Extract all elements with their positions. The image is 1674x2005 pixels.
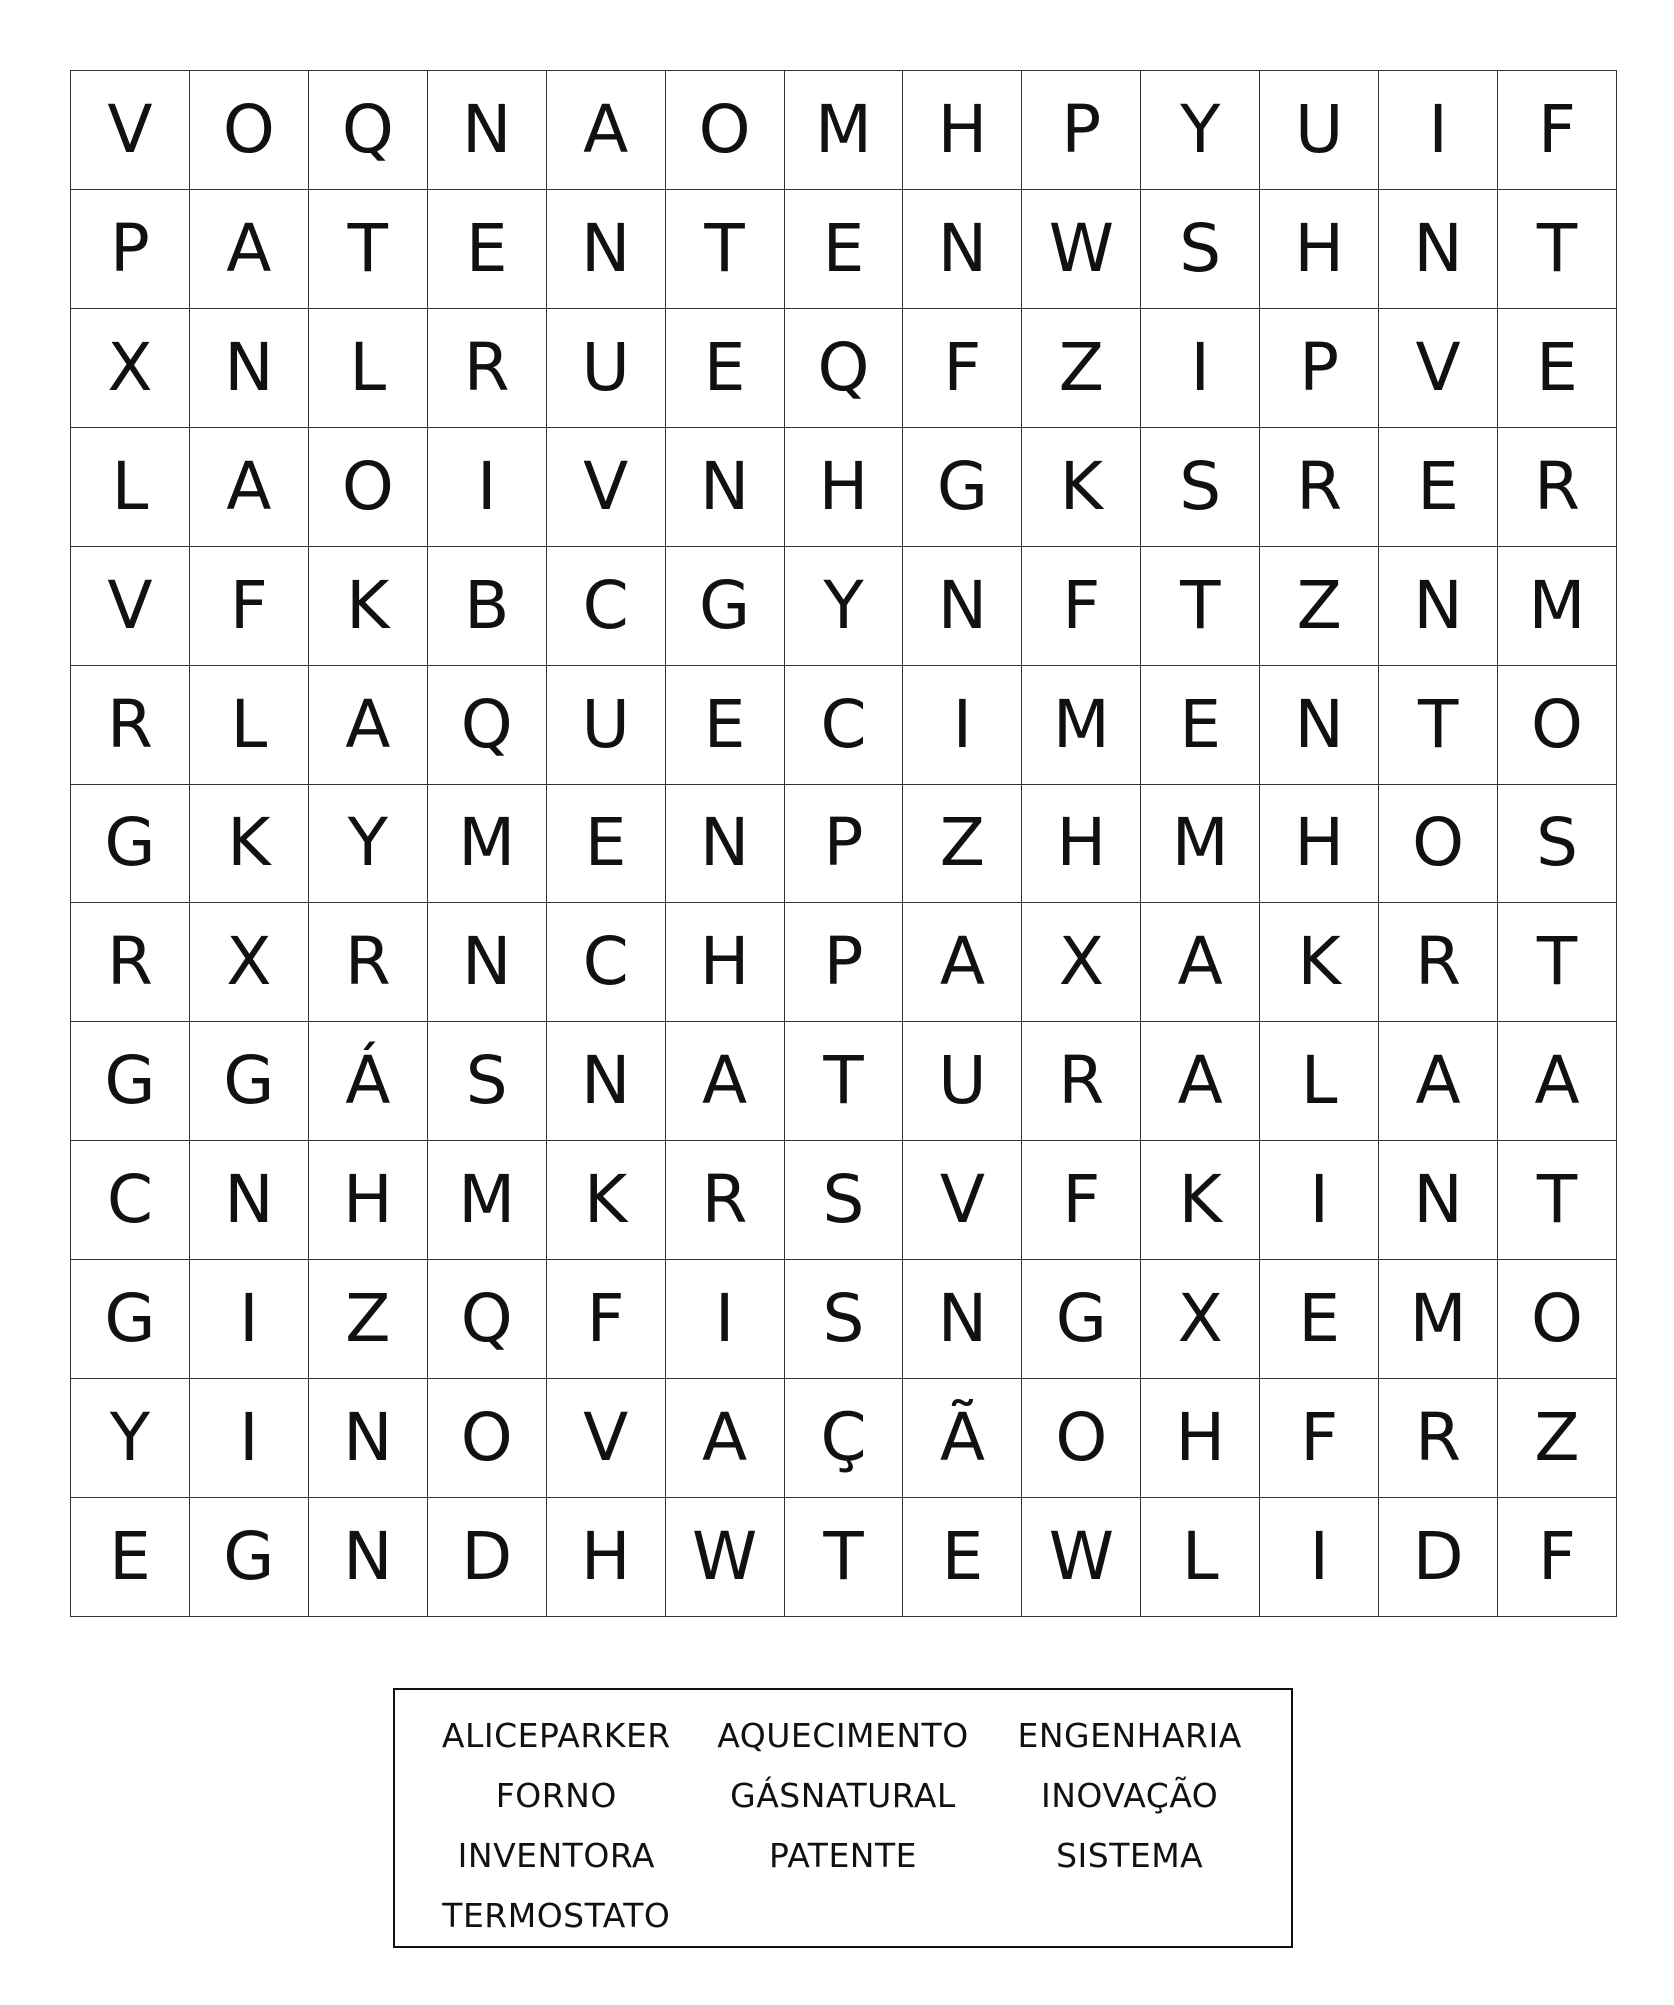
- word-bank-item: INVENTORA: [457, 1836, 655, 1875]
- grid-cell[interactable]: O: [666, 71, 785, 190]
- grid-cell[interactable]: I: [190, 1379, 309, 1498]
- grid-cell[interactable]: A: [666, 1379, 785, 1498]
- grid-cell[interactable]: H: [666, 903, 785, 1022]
- grid-cell[interactable]: A: [1498, 1022, 1617, 1141]
- word-bank: [393, 1688, 1293, 1948]
- grid-cell[interactable]: T: [1141, 547, 1260, 666]
- grid-cell[interactable]: N: [428, 903, 547, 1022]
- grid-cell[interactable]: S: [785, 1141, 904, 1260]
- grid-cell[interactable]: F: [1498, 71, 1617, 190]
- grid-cell[interactable]: L: [71, 428, 190, 547]
- grid-cell[interactable]: K: [547, 1141, 666, 1260]
- grid-cell[interactable]: S: [428, 1022, 547, 1141]
- grid-cell[interactable]: M: [1022, 666, 1141, 785]
- grid-cell[interactable]: E: [428, 190, 547, 309]
- grid-cell[interactable]: E: [1498, 309, 1617, 428]
- grid-cell[interactable]: U: [1260, 71, 1379, 190]
- grid-cell[interactable]: L: [190, 666, 309, 785]
- grid-cell[interactable]: A: [1141, 903, 1260, 1022]
- grid-cell[interactable]: V: [71, 71, 190, 190]
- grid-cell[interactable]: T: [1498, 190, 1617, 309]
- word-bank-item: ALICEPARKER: [441, 1716, 671, 1755]
- grid-cell[interactable]: M: [428, 785, 547, 904]
- grid-cell[interactable]: A: [903, 903, 1022, 1022]
- grid-cell[interactable]: A: [666, 1022, 785, 1141]
- word-bank-item: SISTEMA: [1056, 1836, 1204, 1875]
- grid-cell[interactable]: R: [1022, 1022, 1141, 1141]
- grid-cell[interactable]: K: [1022, 428, 1141, 547]
- grid-cell[interactable]: D: [428, 1498, 547, 1617]
- grid-cell[interactable]: N: [190, 1141, 309, 1260]
- grid-cell[interactable]: O: [1022, 1379, 1141, 1498]
- grid-cell[interactable]: Z: [903, 785, 1022, 904]
- grid-cell[interactable]: G: [71, 1260, 190, 1379]
- grid-cell[interactable]: H: [547, 1498, 666, 1617]
- grid-cell[interactable]: R: [666, 1141, 785, 1260]
- grid-cell[interactable]: N: [1379, 1141, 1498, 1260]
- grid-cell[interactable]: Y: [309, 785, 428, 904]
- grid-cell[interactable]: Z: [1022, 309, 1141, 428]
- grid-cell[interactable]: V: [71, 547, 190, 666]
- grid-cell[interactable]: N: [1379, 547, 1498, 666]
- grid-cell[interactable]: F: [903, 309, 1022, 428]
- word-bank-item: AQUECIMENTO: [717, 1716, 969, 1755]
- word-bank-item: PATENTE: [768, 1836, 917, 1875]
- grid-cell[interactable]: P: [785, 903, 904, 1022]
- grid-cell[interactable]: O: [190, 71, 309, 190]
- grid-cell[interactable]: L: [1141, 1498, 1260, 1617]
- grid-cell[interactable]: E: [785, 190, 904, 309]
- grid-cell[interactable]: P: [785, 785, 904, 904]
- grid-cell[interactable]: I: [428, 428, 547, 547]
- grid-cell[interactable]: F: [1022, 1141, 1141, 1260]
- grid-cell[interactable]: Á: [309, 1022, 428, 1141]
- word-bank-item: INOVAÇÃO: [1041, 1776, 1219, 1815]
- grid-cell[interactable]: G: [666, 547, 785, 666]
- grid-cell[interactable]: Y: [785, 547, 904, 666]
- grid-cell[interactable]: Ã: [903, 1379, 1022, 1498]
- grid-cell[interactable]: O: [309, 428, 428, 547]
- grid-cell[interactable]: H: [309, 1141, 428, 1260]
- grid-cell[interactable]: R: [71, 903, 190, 1022]
- grid-cell[interactable]: N: [547, 190, 666, 309]
- grid-cell[interactable]: F: [190, 547, 309, 666]
- grid-cell[interactable]: S: [785, 1260, 904, 1379]
- grid-cell[interactable]: V: [547, 428, 666, 547]
- grid-cell[interactable]: Z: [1260, 547, 1379, 666]
- grid-cell[interactable]: R: [309, 903, 428, 1022]
- grid-cell[interactable]: I: [1260, 1498, 1379, 1617]
- grid-cell[interactable]: U: [547, 666, 666, 785]
- grid-cell[interactable]: G: [1022, 1260, 1141, 1379]
- grid-cell[interactable]: I: [1379, 71, 1498, 190]
- grid-cell[interactable]: S: [1498, 785, 1617, 904]
- grid-cell[interactable]: E: [903, 1498, 1022, 1617]
- letter-grid: [70, 70, 1617, 1617]
- grid-cell[interactable]: F: [547, 1260, 666, 1379]
- word-bank-item: GÁSNATURAL: [730, 1776, 956, 1815]
- grid-cell[interactable]: M: [1379, 1260, 1498, 1379]
- grid-cell[interactable]: H: [1260, 190, 1379, 309]
- grid-cell[interactable]: P: [1260, 309, 1379, 428]
- word-bank-item: ENGENHARIA: [1017, 1716, 1242, 1755]
- grid-cell[interactable]: I: [1260, 1141, 1379, 1260]
- grid-cell[interactable]: F: [1260, 1379, 1379, 1498]
- grid-cell[interactable]: H: [785, 428, 904, 547]
- grid-cell[interactable]: C: [547, 547, 666, 666]
- grid-cell[interactable]: A: [1379, 1022, 1498, 1141]
- grid-cell[interactable]: E: [1379, 428, 1498, 547]
- grid-cell[interactable]: H: [1141, 1379, 1260, 1498]
- grid-cell[interactable]: U: [547, 309, 666, 428]
- grid-cell[interactable]: N: [190, 309, 309, 428]
- grid-cell[interactable]: N: [903, 1260, 1022, 1379]
- grid-cell[interactable]: T: [1379, 666, 1498, 785]
- grid-cell[interactable]: G: [71, 1022, 190, 1141]
- grid-cell[interactable]: O: [1498, 666, 1617, 785]
- grid-cell[interactable]: Z: [1498, 1379, 1617, 1498]
- word-bank-item: TERMOSTATO: [442, 1896, 671, 1935]
- grid-cell[interactable]: K: [1260, 903, 1379, 1022]
- grid-cell[interactable]: S: [1141, 428, 1260, 547]
- grid-cell[interactable]: Y: [71, 1379, 190, 1498]
- grid-cell[interactable]: G: [190, 1022, 309, 1141]
- grid-cell[interactable]: V: [903, 1141, 1022, 1260]
- grid-cell[interactable]: Q: [785, 309, 904, 428]
- grid-cell[interactable]: N: [309, 1379, 428, 1498]
- grid-cell[interactable]: E: [1141, 666, 1260, 785]
- grid-cell[interactable]: L: [1260, 1022, 1379, 1141]
- grid-cell[interactable]: D: [1379, 1498, 1498, 1617]
- grid-cell[interactable]: A: [309, 666, 428, 785]
- grid-cell[interactable]: M: [785, 71, 904, 190]
- grid-cell[interactable]: T: [309, 190, 428, 309]
- grid-cell[interactable]: N: [309, 1498, 428, 1617]
- grid-cell[interactable]: G: [71, 785, 190, 904]
- grid-cell[interactable]: E: [666, 666, 785, 785]
- grid-cell[interactable]: E: [71, 1498, 190, 1617]
- grid-cell[interactable]: S: [1141, 190, 1260, 309]
- grid-cell[interactable]: F: [1498, 1498, 1617, 1617]
- grid-cell[interactable]: R: [1379, 903, 1498, 1022]
- grid-cell[interactable]: N: [1379, 190, 1498, 309]
- grid-cell[interactable]: W: [666, 1498, 785, 1617]
- grid-cell[interactable]: T: [1498, 1141, 1617, 1260]
- grid-cell[interactable]: A: [1141, 1022, 1260, 1141]
- grid-cell[interactable]: A: [190, 428, 309, 547]
- grid-cell[interactable]: R: [1379, 1379, 1498, 1498]
- grid-cell[interactable]: V: [547, 1379, 666, 1498]
- grid-cell[interactable]: P: [1022, 71, 1141, 190]
- grid-cell[interactable]: K: [1141, 1141, 1260, 1260]
- grid-cell[interactable]: W: [1022, 1498, 1141, 1617]
- grid-cell[interactable]: R: [1260, 428, 1379, 547]
- grid-cell[interactable]: P: [71, 190, 190, 309]
- grid-cell[interactable]: T: [666, 190, 785, 309]
- grid-cell[interactable]: K: [309, 547, 428, 666]
- grid-cell[interactable]: Q: [428, 666, 547, 785]
- grid-cell[interactable]: G: [190, 1498, 309, 1617]
- grid-cell[interactable]: E: [547, 785, 666, 904]
- grid-cell[interactable]: G: [903, 428, 1022, 547]
- grid-cell[interactable]: Y: [1141, 71, 1260, 190]
- grid-cell[interactable]: M: [1141, 785, 1260, 904]
- grid-cell[interactable]: T: [785, 1022, 904, 1141]
- grid-cell[interactable]: X: [1141, 1260, 1260, 1379]
- grid-cell[interactable]: V: [1379, 309, 1498, 428]
- grid-cell[interactable]: A: [547, 71, 666, 190]
- grid-cell[interactable]: N: [1260, 666, 1379, 785]
- word-bank-item: FORNO: [495, 1776, 617, 1815]
- grid-cell[interactable]: N: [903, 547, 1022, 666]
- grid-cell[interactable]: H: [1260, 785, 1379, 904]
- grid-cell[interactable]: X: [1022, 903, 1141, 1022]
- grid-cell[interactable]: T: [785, 1498, 904, 1617]
- grid-cell[interactable]: X: [71, 309, 190, 428]
- grid-cell[interactable]: I: [1141, 309, 1260, 428]
- grid-cell[interactable]: X: [190, 903, 309, 1022]
- grid-cell[interactable]: A: [190, 190, 309, 309]
- grid-cell[interactable]: H: [1022, 785, 1141, 904]
- grid-cell[interactable]: N: [666, 428, 785, 547]
- grid-cell[interactable]: Ç: [785, 1379, 904, 1498]
- grid-cell[interactable]: H: [903, 71, 1022, 190]
- grid-cell[interactable]: O: [428, 1379, 547, 1498]
- grid-cell[interactable]: T: [1498, 903, 1617, 1022]
- grid-cell[interactable]: N: [666, 785, 785, 904]
- grid-cell[interactable]: N: [547, 1022, 666, 1141]
- grid-cell[interactable]: R: [71, 666, 190, 785]
- grid-cell[interactable]: K: [190, 785, 309, 904]
- grid-cell[interactable]: E: [666, 309, 785, 428]
- grid-cell[interactable]: O: [1498, 1260, 1617, 1379]
- grid-cell[interactable]: O: [1379, 785, 1498, 904]
- grid-cell[interactable]: N: [903, 190, 1022, 309]
- grid-cell[interactable]: F: [1022, 547, 1141, 666]
- grid-cell[interactable]: R: [428, 309, 547, 428]
- grid-cell[interactable]: Z: [309, 1260, 428, 1379]
- grid-cell[interactable]: I: [666, 1260, 785, 1379]
- grid-cell[interactable]: M: [1498, 547, 1617, 666]
- grid-cell[interactable]: E: [1260, 1260, 1379, 1379]
- grid-cell[interactable]: C: [547, 903, 666, 1022]
- grid-cell[interactable]: B: [428, 547, 547, 666]
- grid-cell[interactable]: R: [1498, 428, 1617, 547]
- grid-cell[interactable]: C: [785, 666, 904, 785]
- grid-cell[interactable]: L: [309, 309, 428, 428]
- grid-cell[interactable]: I: [190, 1260, 309, 1379]
- grid-cell[interactable]: Q: [309, 71, 428, 190]
- grid-cell[interactable]: I: [903, 666, 1022, 785]
- grid-cell[interactable]: U: [903, 1022, 1022, 1141]
- grid-cell[interactable]: M: [428, 1141, 547, 1260]
- grid-cell[interactable]: W: [1022, 190, 1141, 309]
- grid-cell[interactable]: C: [71, 1141, 190, 1260]
- grid-cell[interactable]: N: [428, 71, 547, 190]
- grid-cell[interactable]: Q: [428, 1260, 547, 1379]
